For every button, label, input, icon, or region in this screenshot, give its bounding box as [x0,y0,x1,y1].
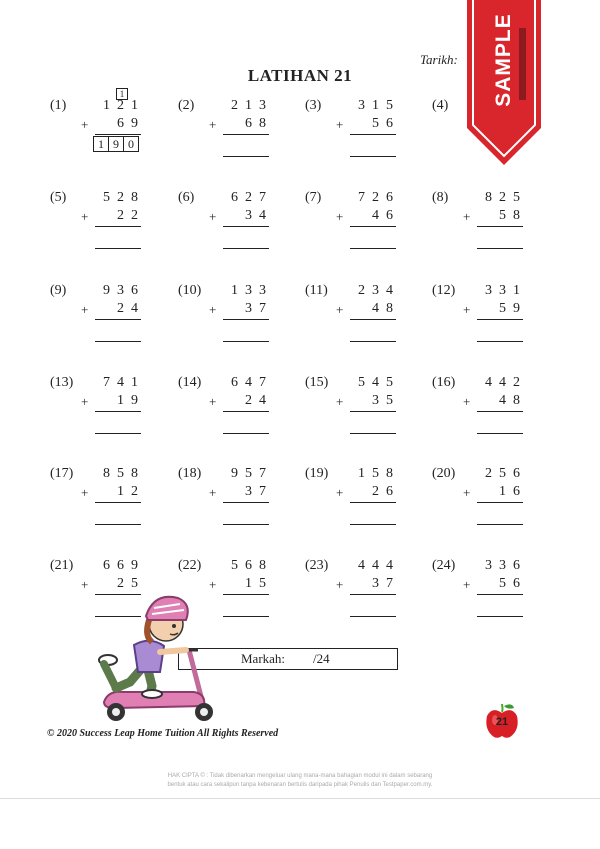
problem-18 [178,466,308,536]
plus-sign: + [81,394,89,409]
problem-number: (6) [178,190,195,205]
sum-line [223,411,269,412]
addend-top: 936 [103,283,145,298]
plus-sign: + [336,117,344,132]
sum-line [223,319,269,320]
sum-line [350,411,396,412]
addend-top: 669 [103,558,145,573]
worksheet-title: LATIHAN 21 [247,66,353,85]
legal-line: HAK CIPTA © : Tidak dibenarkan mengeluar ulang mana-mana bahagian modul ini dalam sebarang [167,773,433,779]
addend-bottom: 58 [499,208,527,223]
answer-line[interactable] [95,341,141,342]
answer-line[interactable] [477,433,523,434]
plus-sign: + [336,302,344,317]
sum-line [95,502,141,503]
sum-line [350,594,396,595]
problem-number: (18) [178,466,202,481]
problem-8 [432,190,562,260]
addend-bottom: 69 [117,116,145,131]
addend-bottom: 37 [372,576,400,591]
addend-top: 331 [485,283,527,298]
answer-line[interactable] [223,156,269,157]
ribbon-text: SAMPLE [492,13,515,107]
sum-line [477,594,523,595]
score-value: /24 [313,651,330,666]
addend-bottom: 48 [499,393,527,408]
addend-top: 158 [358,466,400,481]
problem-number: (9) [50,283,67,298]
sum-line [350,134,396,135]
answer-digit: 0 [123,136,139,152]
answer-line[interactable] [95,524,141,525]
addend-bottom: 59 [499,301,527,316]
addend-bottom: 16 [499,484,527,499]
addend-bottom: 34 [245,208,273,223]
problem-number: (10) [178,283,202,298]
problem-12 [432,283,562,353]
legal-notice [0,772,600,790]
sum-line [223,594,269,595]
sum-line [477,319,523,320]
problem-11 [305,283,435,353]
problem-number: (5) [50,190,67,205]
addend-bottom: 56 [372,116,400,131]
problem-14 [178,375,308,445]
plus-sign: + [209,394,217,409]
problem-number: (19) [305,466,329,481]
addend-bottom: 37 [245,484,273,499]
plus-sign: + [81,577,89,592]
plus-sign: + [81,209,89,224]
problem-number: (23) [305,558,329,573]
addend-bottom: 22 [117,208,145,223]
carry-box: 1 [116,88,128,100]
problem-9 [50,283,180,353]
problem-number: (7) [305,190,322,205]
plus-sign: + [209,117,217,132]
answer-line[interactable] [350,616,396,617]
problem-number: (17) [50,466,74,481]
addend-top: 234 [358,283,400,298]
answer-line[interactable] [477,616,523,617]
addend-top: 213 [231,98,273,113]
sum-line [223,226,269,227]
addend-top: 133 [231,283,273,298]
addend-top: 627 [231,190,273,205]
sum-line [223,134,269,135]
addend-bottom: 12 [117,484,145,499]
problem-5 [50,190,180,260]
problem-17 [50,466,180,536]
addend-bottom: 24 [117,301,145,316]
plus-sign: + [209,577,217,592]
addend-top: 568 [231,558,273,573]
problem-7 [305,190,435,260]
addend-bottom: 56 [499,576,527,591]
plus-sign: + [336,485,344,500]
plus-sign: + [209,302,217,317]
plus-sign: + [209,485,217,500]
addend-bottom: 48 [372,301,400,316]
addend-top: 858 [103,466,145,481]
problem-13 [50,375,180,445]
addend-bottom: 46 [372,208,400,223]
plus-sign: + [81,485,89,500]
answer-line[interactable] [477,524,523,525]
plus-sign: + [463,394,471,409]
answer-line[interactable] [223,524,269,525]
problem-number: (11) [305,283,328,298]
plus-sign: + [463,209,471,224]
addend-top: 545 [358,375,400,390]
plus-sign: + [463,485,471,500]
addend-bottom: 68 [245,116,273,131]
problem-number: (13) [50,375,74,390]
addend-top: 528 [103,190,145,205]
plus-sign: + [336,394,344,409]
answer-line[interactable] [350,248,396,249]
addend-top: 957 [231,466,273,481]
score-label: Markah: [241,651,286,666]
problem-number: (15) [305,375,329,390]
problem-16 [432,375,562,445]
ribbon-label [467,0,541,120]
answer-line[interactable] [223,248,269,249]
page-number: 21 [495,716,509,728]
answer-line[interactable] [350,524,396,525]
plus-sign: + [336,209,344,224]
scooter-girl-illustration [94,590,224,725]
sum-line [95,319,141,320]
problem-number: (12) [432,283,456,298]
addend-bottom: 19 [117,393,145,408]
problem-number: (2) [178,98,195,113]
addend-top: 647 [231,375,273,390]
problem-3 [305,98,435,168]
problem-6 [178,190,308,260]
problem-2 [178,98,308,168]
addend-top: 444 [358,558,400,573]
copyright-notice: © 2020 Success Leap Home Tuition All Rights Reserved [47,728,279,739]
sum-line [223,502,269,503]
date-label: Tarikh: [420,52,458,67]
answer-line[interactable] [95,248,141,249]
plus-sign: + [463,577,471,592]
problem-10 [178,283,308,353]
answer-line[interactable] [223,433,269,434]
addend-top: 121 [103,98,145,113]
answer-line[interactable] [223,341,269,342]
plus-sign: + [209,209,217,224]
addend-bottom: 26 [372,484,400,499]
plus-sign: + [81,302,89,317]
problem-number: (8) [432,190,449,205]
sum-line [477,226,523,227]
addend-bottom: 37 [245,301,273,316]
answer-line[interactable] [350,156,396,157]
legal-line: bentuk atau cara sekalipun tanpa kebenaran bertulis daripada pihak Penulis dan Testpaper.com.my. [167,782,433,788]
addend-bottom: 24 [245,393,273,408]
problem-number: (14) [178,375,202,390]
plus-sign: + [81,117,89,132]
sum-line [95,134,141,135]
addend-top: 315 [358,98,400,113]
problem-number: (4) [432,98,449,113]
problem-19 [305,466,435,536]
problem-number: (16) [432,375,456,390]
problem-1 [50,98,180,168]
answer-line[interactable] [477,248,523,249]
plus-sign: + [336,577,344,592]
answer-line[interactable] [223,616,269,617]
answer-line[interactable] [477,341,523,342]
addend-bottom: 25 [117,576,145,591]
problem-number: (1) [50,98,67,113]
problem-number: (20) [432,466,456,481]
sum-line [95,226,141,227]
addend-bottom: 15 [245,576,273,591]
addend-top: 825 [485,190,527,205]
problem-15 [305,375,435,445]
problem-24 [432,558,562,628]
problem-20 [432,466,562,536]
problem-23 [305,558,435,628]
addend-top: 442 [485,375,527,390]
answer-line[interactable] [350,433,396,434]
answer-digit: 9 [108,136,124,152]
sum-line [350,502,396,503]
plus-sign: + [463,302,471,317]
addend-bottom: 35 [372,393,400,408]
sum-line [477,411,523,412]
footer-divider [0,798,600,799]
sum-line [350,319,396,320]
answer-digit: 1 [93,136,109,152]
addend-top: 726 [358,190,400,205]
sum-line [477,502,523,503]
answer-line[interactable] [350,341,396,342]
answer-line[interactable] [95,433,141,434]
sum-line [95,411,141,412]
problem-number: (22) [178,558,202,573]
problem-number: (24) [432,558,456,573]
problem-number: (21) [50,558,74,573]
problem-number: (3) [305,98,322,113]
addend-top: 741 [103,375,145,390]
addend-top: 336 [485,558,527,573]
sum-line [350,226,396,227]
addend-top: 256 [485,466,527,481]
